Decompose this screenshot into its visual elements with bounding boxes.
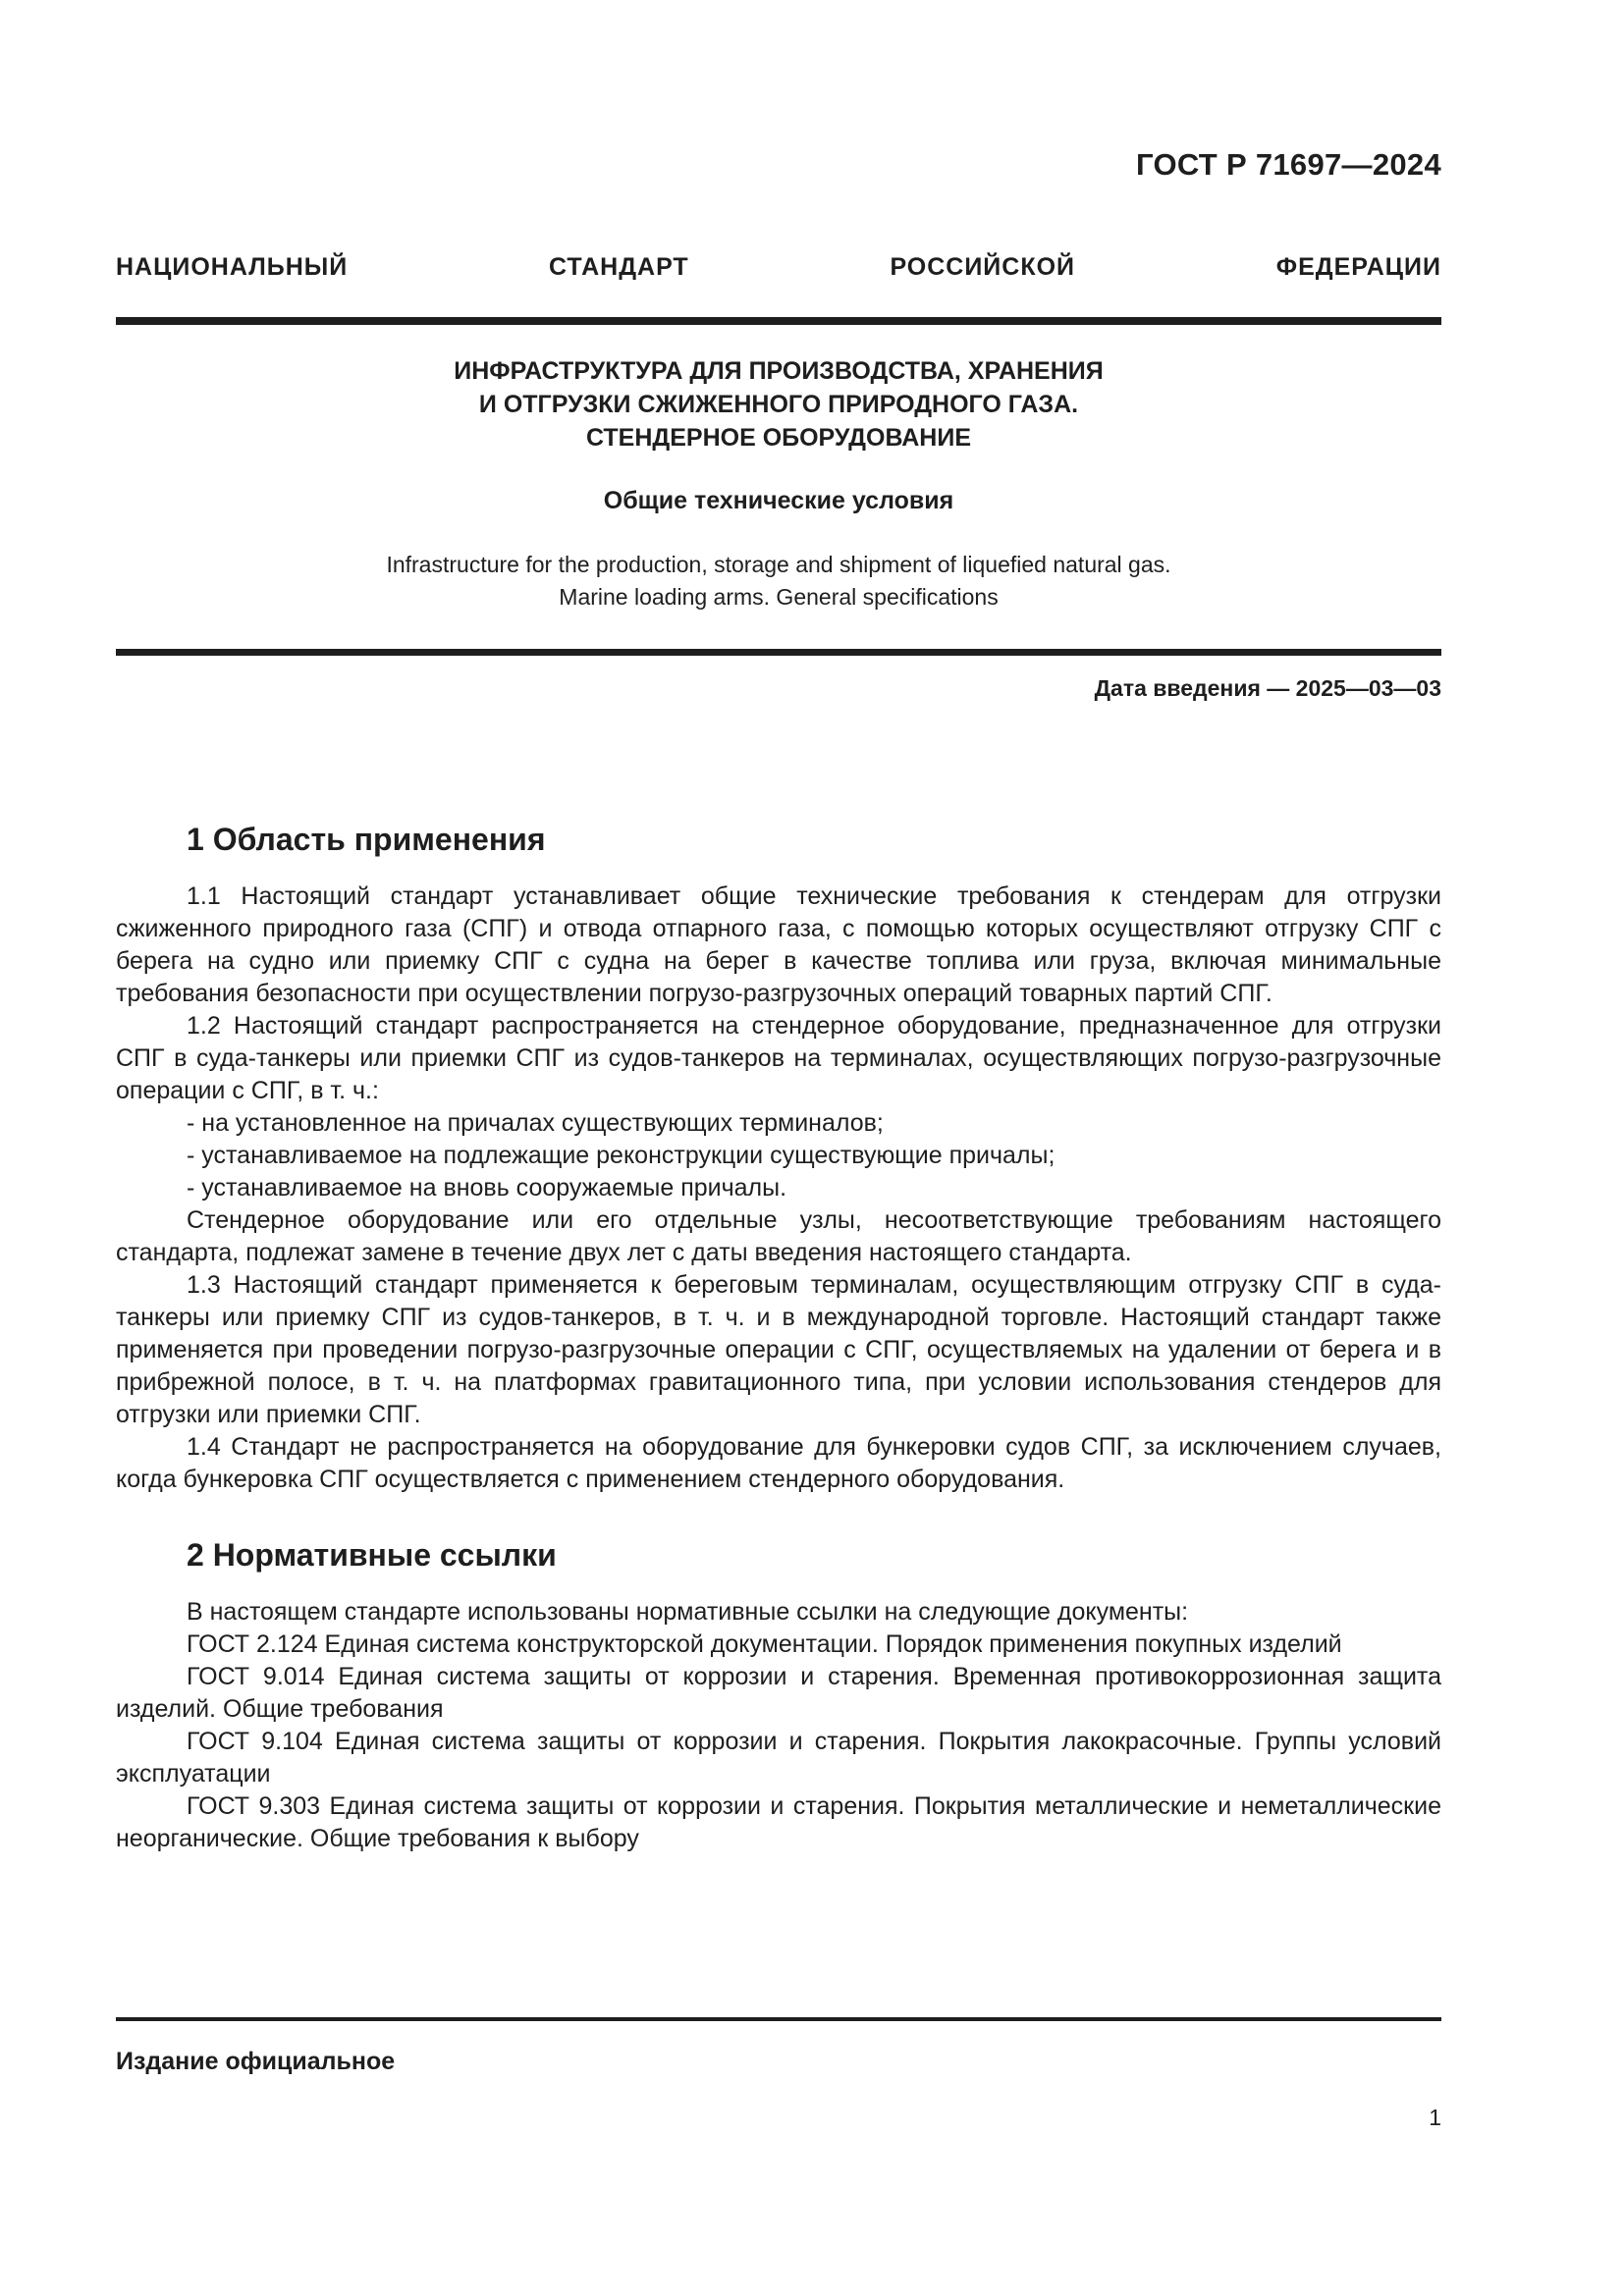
reference-item: ГОСТ 9.104 Единая система защиты от коррозии и старения. Покрытия лакокрасочные. Группы условий эксплуатации bbox=[116, 1728, 1441, 1788]
title-line-1: ИНФРАСТРУКТУРА ДЛЯ ПРОИЗВОДСТВА, ХРАНЕНИЯ bbox=[454, 357, 1104, 385]
paragraph-1-2: 1.2 Настоящий стандарт распространяется на стендерное оборудование, предназначенное для отгрузки СПГ в суда-танкеры или приемки СПГ из судов-танкеров на терминалах, осуществляющих погрузо-разгрузочные операции с СПГ, в т. ч.: bbox=[116, 1012, 1441, 1104]
reference-item: ГОСТ 9.014 Единая система защиты от коррозии и старения. Временная противокоррозионная защита изделий. Общие требования bbox=[116, 1663, 1441, 1723]
main-content bbox=[116, 820, 1441, 1855]
list-item: - на установленное на причалах существующих терминалов; bbox=[187, 1109, 884, 1137]
introduction-date: Дата введения — 2025—03—03 bbox=[1094, 675, 1441, 701]
paragraph-1-3: 1.3 Настоящий стандарт применяется к береговым терминалам, осуществляющим отгрузку СПГ в суда-танкеры или приемку СПГ из судов-танкеров, в т. ч. и в международной торговле. Настоящий стандарт также применяется при проведении погрузо-разгрузочные операции с СПГ, осуществляемых на удалении от берега и в прибрежной полосе, в т. ч. на платформах гравитационного типа, при условии использования стендеров для отгрузки или приемки СПГ. bbox=[116, 1271, 1441, 1428]
references-intro: В настоящем стандарте использованы нормативные ссылки на следующие документы: bbox=[187, 1598, 1189, 1626]
page-number: 1 bbox=[1429, 2105, 1441, 2130]
footer-rule bbox=[116, 2017, 1441, 2021]
title-line-3: СТЕНДЕРНОЕ ОБОРУДОВАНИЕ bbox=[585, 424, 972, 452]
top-rule bbox=[116, 317, 1441, 325]
paragraph-1-2b: Стендерное оборудование или его отдельные узлы, несоответствующие требованиям настоящего стандарта, подлежат замене в течение двух лет с даты введения настоящего стандарта. bbox=[116, 1206, 1441, 1266]
list-item: - устанавливаемое на подлежащие реконструкции существующие причалы; bbox=[187, 1142, 1056, 1169]
list-item: - устанавливаемое на вновь сооружаемые причалы. bbox=[187, 1174, 787, 1201]
paragraph-1-4: 1.4 Стандарт не распространяется на оборудование для бункеровки судов СПГ, за исключением случаев, когда бункеровка СПГ осуществляется с применением стендерного оборудования. bbox=[116, 1433, 1441, 1493]
reference-item: ГОСТ 2.124 Единая система конструкторской документации. Порядок применения покупных изделий bbox=[187, 1630, 1342, 1658]
paragraph-1-1: 1.1 Настоящий стандарт устанавливает общие технические требования к стендерам для отгрузки сжиженного природного газа (СПГ) и отвода отпарного газа, с помощью которых осуществляют отгрузку СПГ с берега на судно или приемку СПГ с судна на берег в качестве топлива или груза, включая минимальные требования безопасности при осуществлении погрузо-разгрузочных операций товарных партий СПГ. bbox=[116, 882, 1441, 1007]
title-rule bbox=[116, 649, 1441, 656]
reference-item: ГОСТ 9.303 Единая система защиты от коррозии и старения. Покрытия металлические и неметаллические неорганические. Общие требования к выбору bbox=[116, 1792, 1441, 1852]
english-title bbox=[116, 549, 1441, 614]
official-edition-label: Издание официальное bbox=[116, 2048, 396, 2075]
document-number: ГОСТ Р 71697—2024 bbox=[1136, 147, 1441, 182]
english-title-line-1: Infrastructure for the production, storage and shipment of liquefied natural gas. bbox=[386, 552, 1171, 577]
english-title-line-2: Marine loading arms. General specifications bbox=[559, 584, 999, 610]
document-subtitle: Общие технические условия bbox=[603, 487, 954, 514]
section-2-heading: 2 Нормативные ссылки bbox=[187, 1537, 557, 1573]
section-1-heading: 1 Область применения bbox=[187, 822, 546, 857]
national-standard-label: НАЦИОНАЛЬНЫЙ СТАНДАРТ РОССИЙСКОЙ ФЕДЕРАЦИИ bbox=[116, 253, 1441, 281]
document-title bbox=[116, 354, 1441, 454]
title-line-2: И ОТГРУЗКИ СЖИЖЕННОГО ПРИРОДНОГО ГАЗА. bbox=[478, 391, 1079, 418]
